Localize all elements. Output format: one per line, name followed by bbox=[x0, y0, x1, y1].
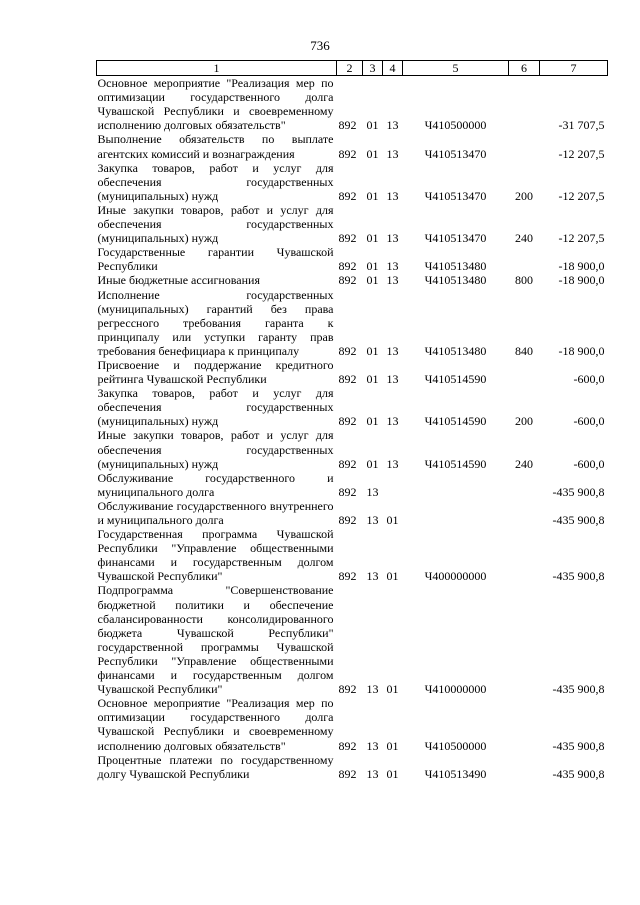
row-expense-type bbox=[509, 753, 540, 781]
row-name: Обслуживание государственного внутреннего и муниципального долга bbox=[97, 498, 334, 527]
row-amount: -600,0 bbox=[573, 414, 605, 429]
row-amount: -600,0 bbox=[573, 456, 605, 471]
row-subsection: 01 bbox=[386, 766, 399, 781]
row-target-article: Ч410000000 bbox=[424, 682, 487, 697]
row-expense-type bbox=[509, 696, 540, 752]
row-section: 01 bbox=[366, 231, 379, 246]
row-admin-code: 892 bbox=[338, 513, 357, 527]
header-cell: 6 bbox=[509, 61, 540, 76]
row-name: Иные бюджетные ассигнования bbox=[97, 273, 260, 288]
row-subsection: 13 bbox=[386, 372, 399, 387]
row-name: Закупка товаров, работ и услуг для обеспечения государственных (муниципальных) нужд bbox=[97, 160, 334, 203]
header-cell: 3 bbox=[363, 61, 383, 76]
row-target-article: Ч410513470 bbox=[424, 146, 487, 161]
row-name: Основное мероприятие "Реализация мер по оптимизации государственного долга Чувашской Республики и своевременному исполнению долговых обязательств" bbox=[97, 76, 334, 133]
row-amount: -12 207,5 bbox=[558, 188, 605, 203]
row-target-article: Ч410514590 bbox=[424, 456, 487, 471]
row-admin-code: 892 bbox=[338, 259, 357, 274]
row-amount: -435 900,8 bbox=[552, 682, 605, 697]
header-cell: 7 bbox=[540, 61, 608, 76]
row-admin-code: 892 bbox=[338, 146, 357, 161]
row-amount: -18 900,0 bbox=[558, 259, 605, 274]
row-target-article: Ч410513480 bbox=[424, 259, 487, 274]
table-row bbox=[97, 696, 608, 752]
row-target-article: Ч410513470 bbox=[424, 188, 487, 203]
row-subsection: 01 bbox=[386, 569, 399, 584]
row-section: 01 bbox=[366, 414, 379, 429]
row-section: 01 bbox=[366, 343, 379, 358]
table-row bbox=[97, 471, 608, 499]
row-subsection: 13 bbox=[386, 231, 399, 246]
row-expense-type bbox=[509, 527, 540, 583]
row-admin-code: 892 bbox=[338, 738, 357, 753]
row-amount: -435 900,8 bbox=[552, 569, 605, 584]
header-cell: 4 bbox=[383, 61, 403, 76]
row-amount: -435 900,8 bbox=[552, 513, 605, 527]
budget-table bbox=[96, 60, 608, 781]
row-expense-type: 240 bbox=[515, 231, 533, 246]
row-target-article: Ч410513490 bbox=[424, 766, 487, 781]
row-section: 13 bbox=[366, 569, 379, 584]
row-admin-code: 892 bbox=[338, 456, 357, 471]
table-row bbox=[97, 386, 608, 428]
row-section: 13 bbox=[366, 766, 379, 781]
row-admin-code: 892 bbox=[338, 569, 357, 584]
row-subsection: 13 bbox=[386, 456, 399, 471]
row-expense-type: 200 bbox=[515, 414, 533, 429]
row-expense-type bbox=[509, 358, 540, 386]
row-amount: -12 207,5 bbox=[558, 231, 605, 246]
table-row bbox=[97, 499, 608, 527]
row-name: Иные закупки товаров, работ и услуг для обеспечения государственных (муниципальных) нужд bbox=[97, 202, 334, 246]
table-row bbox=[97, 428, 608, 470]
row-section: 13 bbox=[366, 513, 379, 527]
row-subsection: 01 bbox=[386, 513, 399, 527]
row-name: Иные закупки товаров, работ и услуг для обеспечения государственных (муниципальных) нужд bbox=[97, 428, 334, 471]
row-subsection: 13 bbox=[386, 414, 399, 429]
row-amount: -31 707,5 bbox=[558, 118, 605, 133]
header-cell: 1 bbox=[97, 61, 337, 76]
row-expense-type bbox=[509, 132, 540, 160]
row-admin-code: 892 bbox=[338, 372, 357, 387]
row-amount: -18 900,0 bbox=[558, 273, 605, 288]
row-expense-type bbox=[509, 245, 540, 273]
row-target-article: Ч410514590 bbox=[424, 414, 487, 429]
row-expense-type bbox=[509, 583, 540, 696]
row-expense-type: 200 bbox=[515, 188, 533, 203]
row-admin-code: 892 bbox=[338, 343, 357, 358]
row-admin-code: 892 bbox=[338, 766, 357, 781]
table-row bbox=[97, 76, 608, 133]
row-subsection bbox=[383, 471, 403, 499]
row-name: Присвоение и поддержание кредитного рейтинга Чувашской Республики bbox=[97, 357, 334, 387]
row-section: 13 bbox=[366, 682, 379, 697]
row-admin-code: 892 bbox=[338, 484, 357, 499]
row-section: 01 bbox=[366, 146, 379, 161]
row-admin-code: 892 bbox=[338, 273, 357, 288]
row-amount: -435 900,8 bbox=[552, 484, 605, 499]
row-admin-code: 892 bbox=[338, 188, 357, 203]
row-subsection: 01 bbox=[386, 682, 399, 697]
table-row bbox=[97, 288, 608, 358]
row-target-article: Ч410513480 bbox=[424, 273, 487, 288]
row-target-article: Ч410500000 bbox=[424, 738, 487, 753]
page-number: 736 bbox=[310, 38, 330, 53]
row-expense-type bbox=[509, 499, 540, 527]
row-amount: -12 207,5 bbox=[558, 146, 605, 161]
row-section: 01 bbox=[366, 259, 379, 274]
row-amount: -18 900,0 bbox=[558, 343, 605, 358]
table-row bbox=[97, 161, 608, 203]
row-name: Выполнение обязательств по выплате агентских комиссий и вознаграждения bbox=[97, 132, 334, 161]
row-expense-type: 840 bbox=[515, 343, 533, 358]
table-row bbox=[97, 132, 608, 160]
row-section: 01 bbox=[366, 372, 379, 387]
row-name: Обслуживание государственного и муниципального долга bbox=[97, 470, 334, 499]
table-row bbox=[97, 753, 608, 781]
row-section: 01 bbox=[366, 118, 379, 133]
row-amount: -435 900,8 bbox=[552, 766, 605, 781]
row-target-article: Ч410513480 bbox=[424, 343, 487, 358]
row-subsection: 13 bbox=[386, 259, 399, 274]
row-expense-type: 240 bbox=[515, 456, 533, 471]
row-section: 01 bbox=[366, 188, 379, 203]
row-target-article: Ч410514590 bbox=[424, 372, 487, 387]
row-target-article bbox=[403, 471, 509, 499]
row-admin-code: 892 bbox=[338, 231, 357, 246]
row-target-article bbox=[403, 499, 509, 527]
row-section: 13 bbox=[366, 484, 379, 499]
table-row bbox=[97, 203, 608, 245]
row-subsection: 01 bbox=[386, 738, 399, 753]
row-target-article: Ч410513470 bbox=[424, 231, 487, 246]
row-subsection: 13 bbox=[386, 343, 399, 358]
row-name: Исполнение государственных (муниципальных) гарантий без права регрессного требования гаранта к принципалу или уступки гаранту прав требования бенефициара к принципалу bbox=[97, 287, 334, 358]
table-row bbox=[97, 273, 608, 287]
table-row bbox=[97, 245, 608, 273]
row-name: Основное мероприятие "Реализация мер по оптимизации государственного долга Чувашской Республики и своевременному исполнению долговых обязательств" bbox=[97, 696, 334, 753]
row-target-article: Ч400000000 bbox=[424, 569, 487, 584]
row-section: 01 bbox=[366, 273, 379, 288]
header-cell: 5 bbox=[403, 61, 509, 76]
row-admin-code: 892 bbox=[338, 682, 357, 697]
row-amount: -435 900,8 bbox=[552, 738, 605, 753]
header-cell: 2 bbox=[337, 61, 363, 76]
row-name: Государственная программа Чувашской Республики "Управление общественными финансами и государственным долгом Чувашской Республики" bbox=[97, 527, 334, 584]
row-expense-type: 800 bbox=[515, 273, 533, 288]
row-section: 13 bbox=[366, 738, 379, 753]
table-row bbox=[97, 583, 608, 696]
row-name: Государственные гарантии Чувашской Республики bbox=[97, 245, 334, 274]
row-admin-code: 892 bbox=[338, 414, 357, 429]
header-row bbox=[97, 61, 608, 76]
row-target-article: Ч410500000 bbox=[424, 118, 487, 133]
row-name: Подпрограмма "Совершенствование бюджетной политики и обеспечение сбалансированности консолидированного бюджета Чувашской Республики" государственной программы Чувашской Республики "Управление общественными финансами и государственным долгом Чувашской Республики" bbox=[97, 583, 334, 697]
row-expense-type bbox=[509, 471, 540, 499]
row-expense-type bbox=[509, 76, 540, 133]
row-subsection: 13 bbox=[386, 146, 399, 161]
row-subsection: 13 bbox=[386, 273, 399, 288]
row-amount: -600,0 bbox=[573, 372, 605, 387]
row-section: 01 bbox=[366, 456, 379, 471]
row-admin-code: 892 bbox=[338, 118, 357, 133]
row-name: Процентные платежи по государственному долгу Чувашской Республики bbox=[97, 752, 334, 781]
row-subsection: 13 bbox=[386, 118, 399, 133]
row-subsection: 13 bbox=[386, 188, 399, 203]
row-name: Закупка товаров, работ и услуг для обеспечения государственных (муниципальных) нужд bbox=[97, 386, 334, 429]
table-row bbox=[97, 358, 608, 386]
table-row bbox=[97, 527, 608, 583]
